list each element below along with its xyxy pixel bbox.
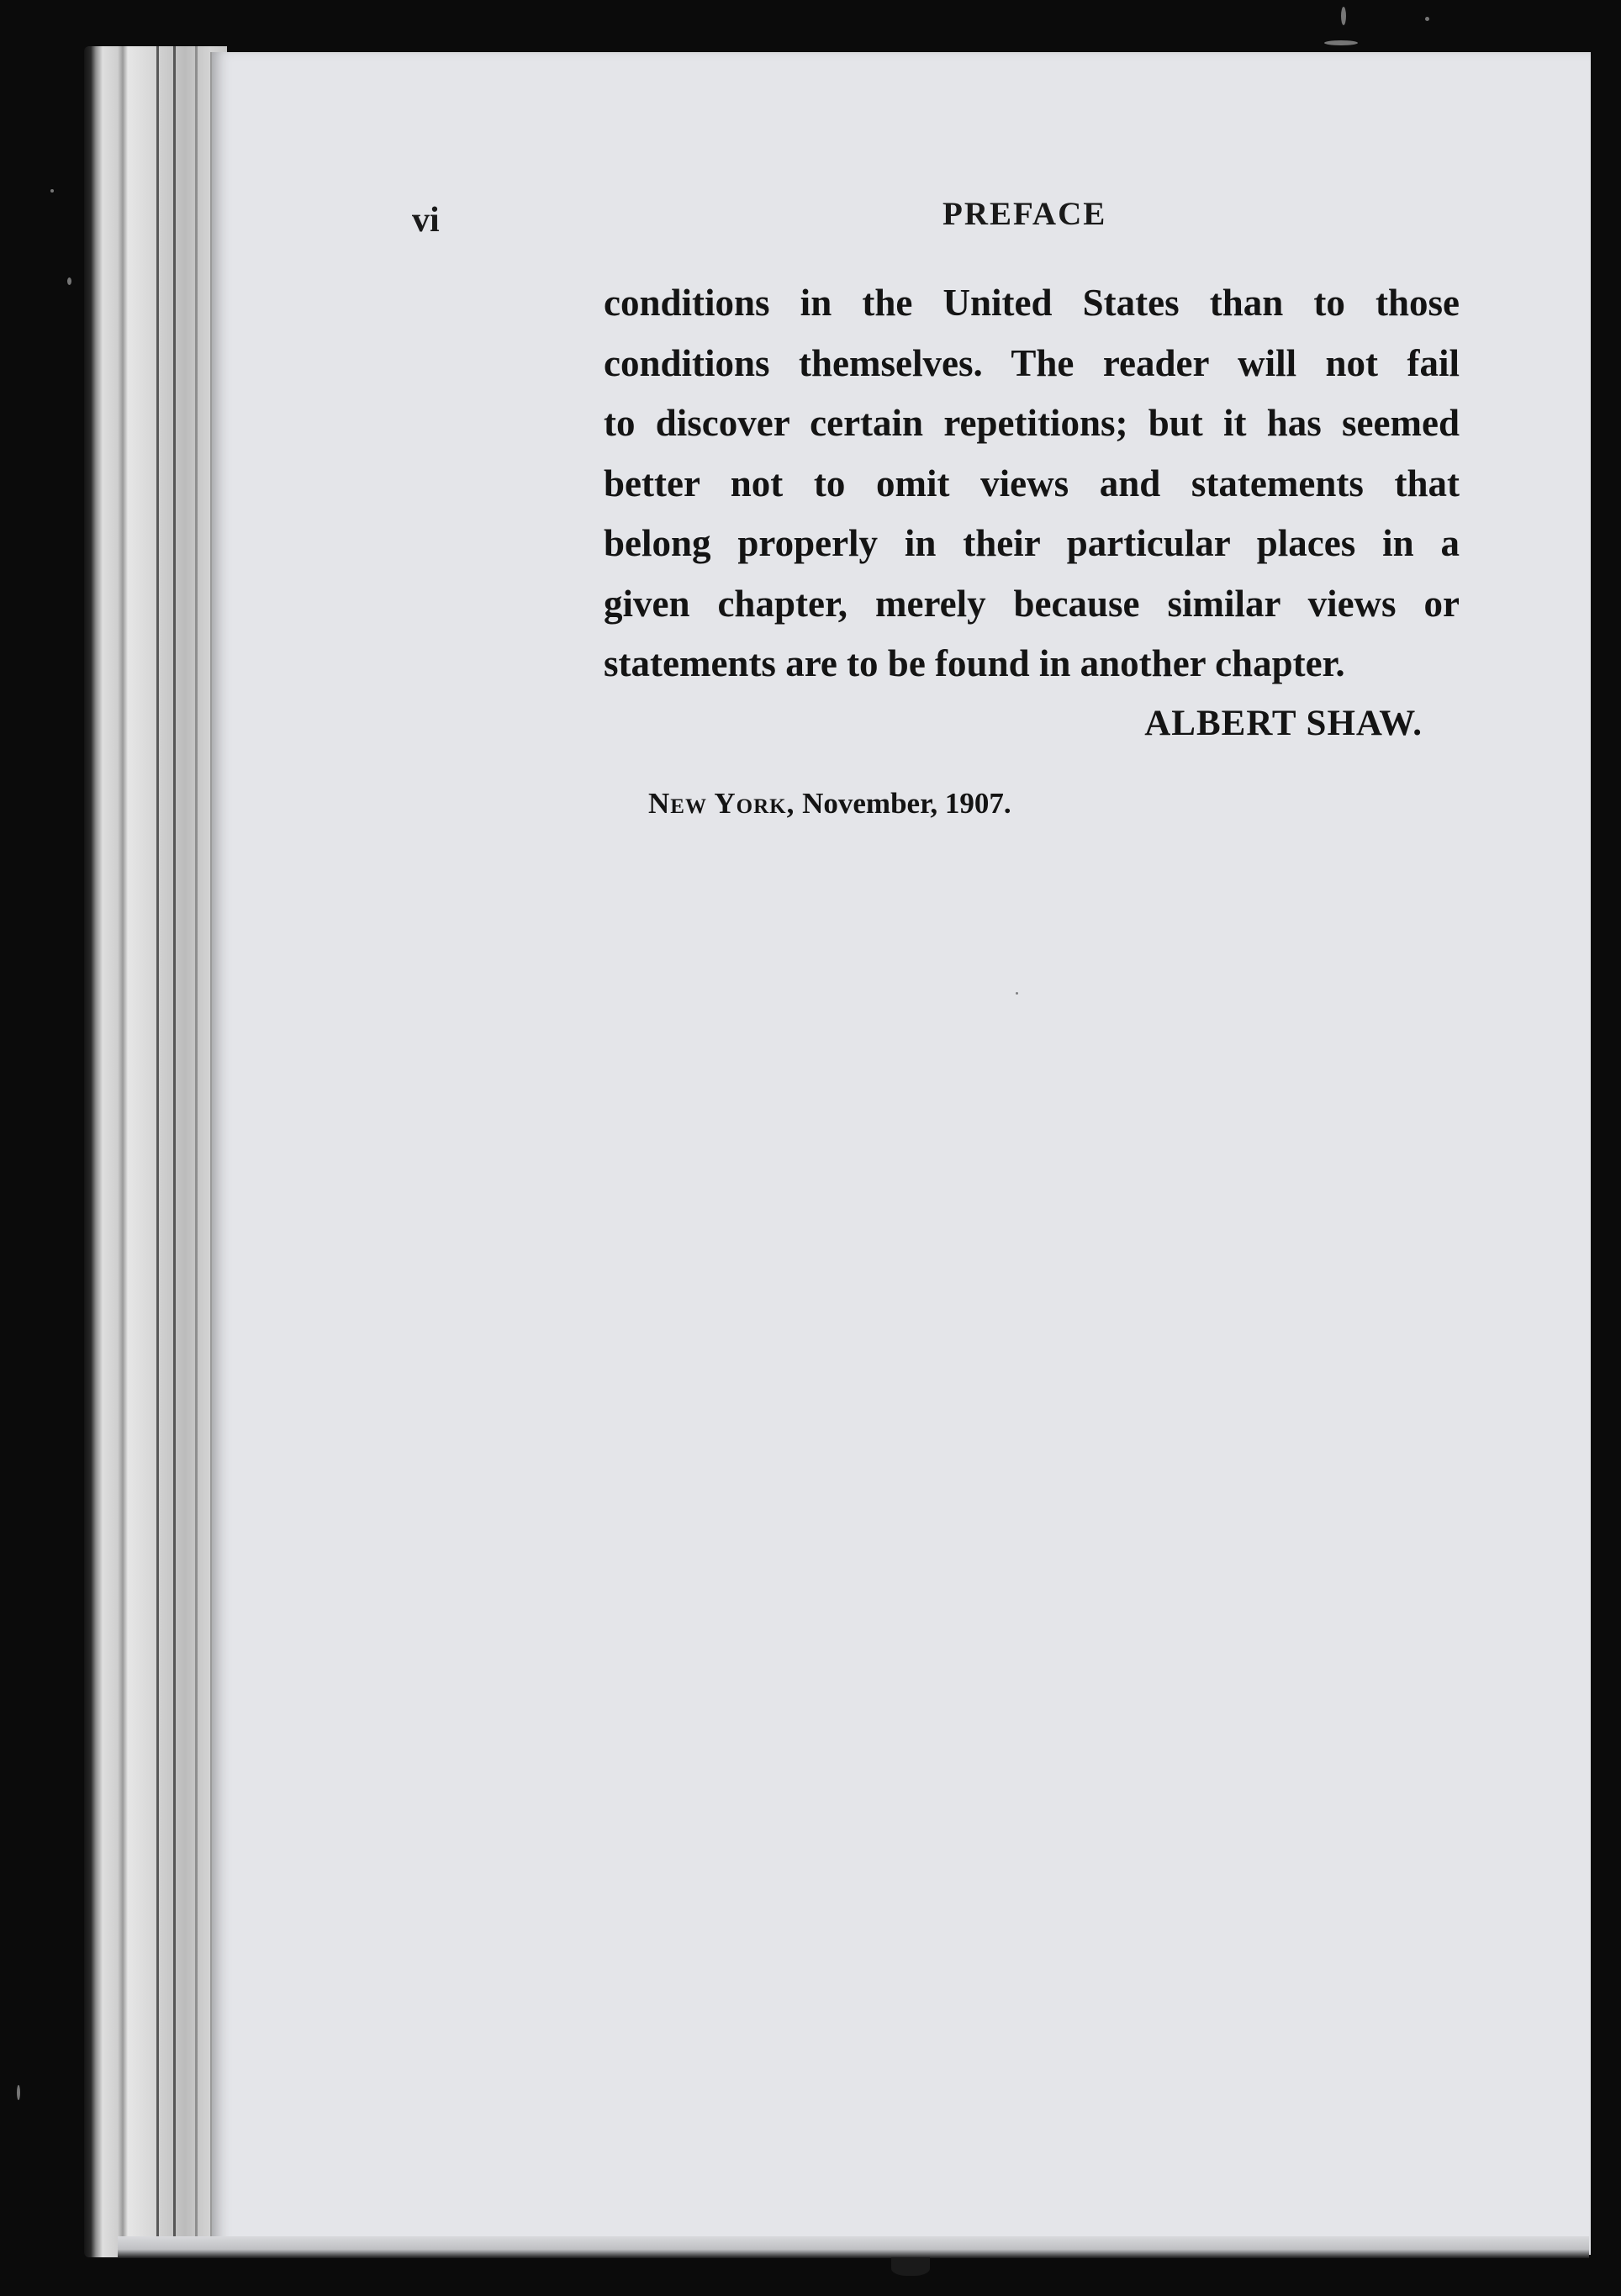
dateline (648, 787, 1011, 821)
scan-artifact (1016, 992, 1018, 995)
text-line: better not to omit views and statements that (604, 462, 1460, 504)
scan-speck (1341, 7, 1346, 25)
scan-speck (50, 189, 54, 193)
text-line: belong properly in their particular places in a (604, 522, 1460, 564)
scan-artifact (891, 2257, 930, 2276)
running-head: PREFACE (943, 196, 1107, 232)
page-edge-line (173, 46, 176, 2257)
scan-speck (67, 277, 71, 285)
page-edge-line (195, 46, 198, 2257)
page-edge-line (156, 46, 159, 2257)
scan-speck (1324, 40, 1358, 45)
dateline-place: New York, (648, 787, 795, 820)
text-line: given chapter, merely because similar views or (604, 582, 1460, 625)
text-line: conditions in the United States than to those (604, 282, 1460, 324)
text-line: conditions themselves. The reader will not fail (604, 341, 1460, 384)
text-line: to discover certain repetitions; but it has seemed (604, 402, 1460, 444)
text-line: statements are to be found in another chapter. (604, 642, 1345, 684)
scan-speck (1425, 17, 1429, 21)
dateline-date: November, 1907. (795, 787, 1011, 820)
scan-speck (17, 2085, 20, 2100)
page-stack-edge (84, 46, 227, 2257)
page-number: vi (412, 201, 440, 240)
page-bottom-edge (118, 2236, 1589, 2258)
preface-paragraph (604, 273, 1460, 694)
author-signature: ALBERT SHAW. (1144, 704, 1423, 743)
